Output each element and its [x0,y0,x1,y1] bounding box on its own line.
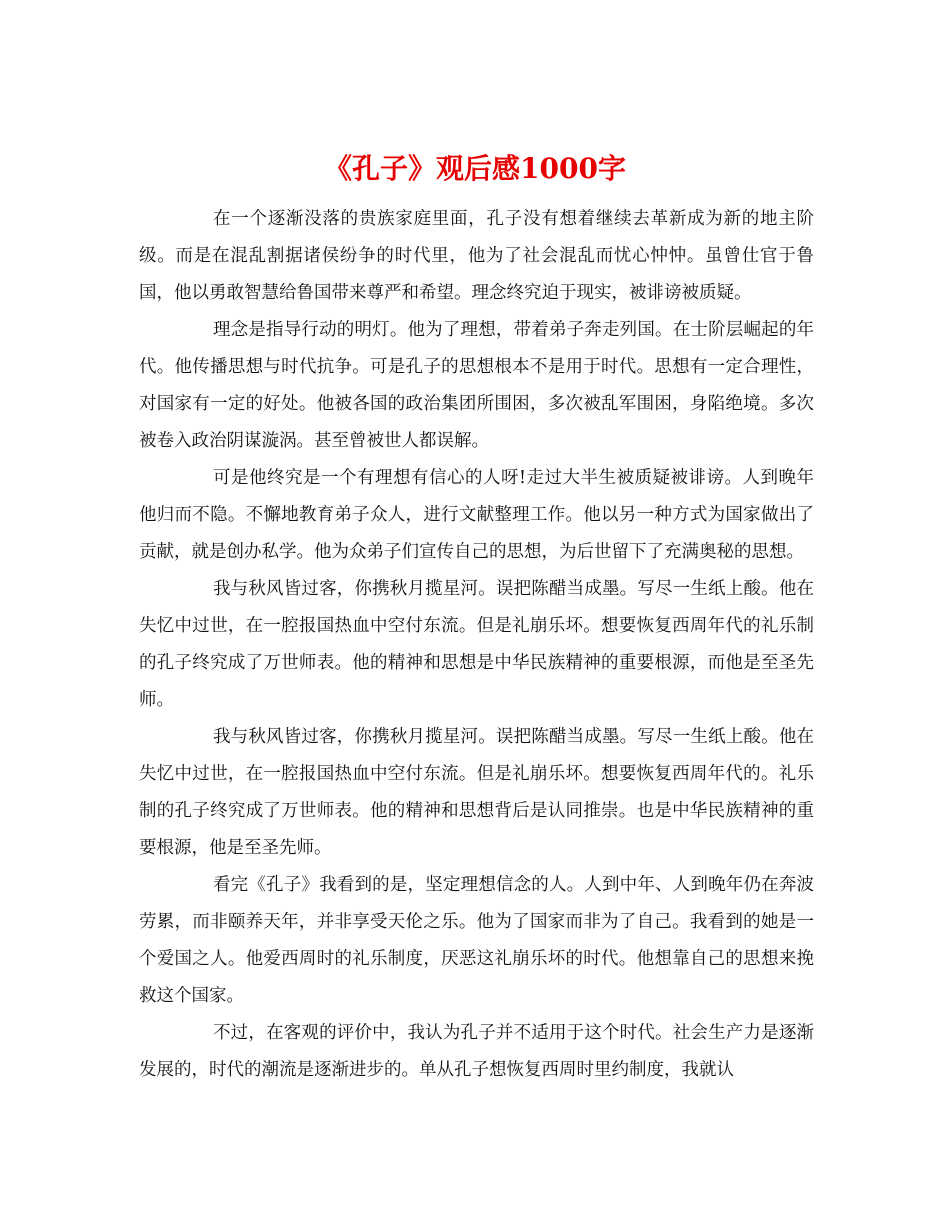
paragraph-3: 可是他终究是一个有理想有信心的人呀!走过大半生被质疑被诽谤。人到晚年他归而不隐。不懈地教育弟子众人，进行文献整理工作。他以另一种方式为国家做出了贡献，就是创办私学。他为众弟子们宣传自己的思想，为后世留下了充满奥秘的思想。 [139,468,814,562]
document-title: 《孔子》观后感1000字 [324,151,626,185]
paragraph-1: 在一个逐渐没落的贵族家庭里面，孔子没有想着继续去革新成为新的地主阶级。而是在混乱割据诸侯纷争的时代里，他为了社会混乱而忧心忡忡。虽曾仕官于鲁国，他以勇敢智慧给鲁国带来尊严和希望。理念终究迫于现实，被诽谤被质疑。 [139,209,814,303]
paragraph-7: 不过，在客观的评价中，我认为孔子并不适用于这个时代。社会生产力是逐渐发展的，时代的潮流是逐渐进步的。单从孔子想恢复西周时里约制度，我就认 [139,1023,814,1080]
paragraph-5: 我与秋风皆过客，你携秋月揽星河。误把陈醋当成墨。写尽一生纸上酸。他在失忆中过世，在一腔报国热血中空付东流。但是礼崩乐坏。想要恢复西周年代的。礼乐制的孔子终究成了万世师表。他的精神和思想背后是认同推崇。也是中华民族精神的重要根源，他是至圣先师。 [139,727,814,858]
document-body [139,201,814,1089]
paragraph-4: 我与秋风皆过客，你携秋月揽星河。误把陈醋当成墨。写尽一生纸上酸。他在失忆中过世，在一腔报国热血中空付东流。但是礼崩乐坏。想要恢复西周年代的礼乐制的孔子终究成了万世师表。他的精神和思想是中华民族精神的重要根源，而他是至圣先师。 [139,579,814,710]
paragraph-2: 理念是指导行动的明灯。他为了理想，带着弟子奔走列国。在士阶层崛起的年代。他传播思想与时代抗争。可是孔子的思想根本不是用于时代。思想有一定合理性，对国家有一定的好处。他被各国的政治集团所围困，多次被乱军围困，身陷绝境。多次被卷入政治阴谋漩涡。甚至曾被世人都误解。 [139,320,814,451]
paragraph-6: 看完《孔子》我看到的是，坚定理想信念的人。人到中年、人到晚年仍在奔波劳累，而非颐养天年，并非享受天伦之乐。他为了国家而非为了自己。我看到的她是一个爱国之人。他爱西周时的礼乐制度，厌恶这礼崩乐坏的时代。他想靠自己的思想来挽救这个国家。 [139,875,814,1006]
